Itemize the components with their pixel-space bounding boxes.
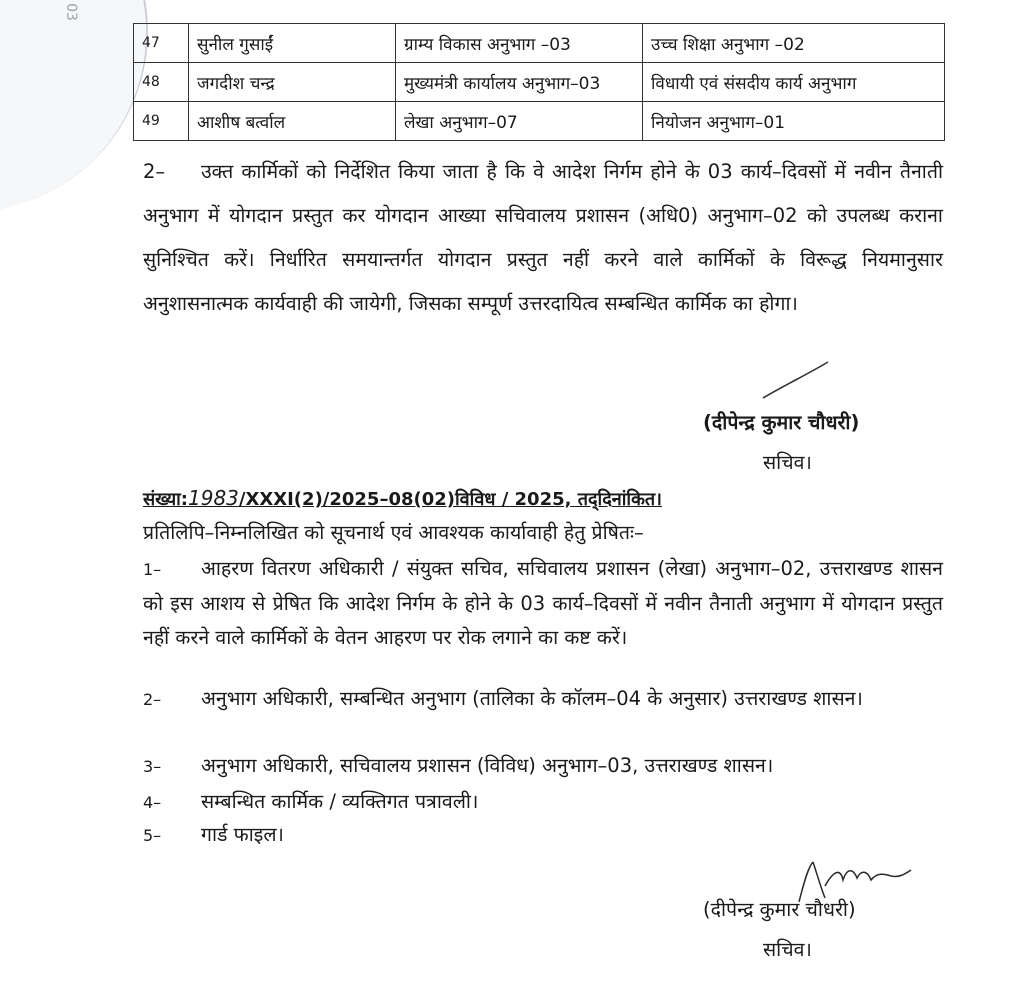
paragraph-number: 2– (143, 160, 166, 183)
serial-number: 49 (134, 102, 189, 141)
serial-number: 47 (134, 24, 189, 63)
current-section: लेखा अनुभाग–07 (396, 102, 643, 141)
instruction-paragraph (143, 150, 943, 326)
list-item (143, 552, 943, 655)
employee-name: सुनील गुसाईं (189, 24, 396, 63)
signature-stroke (760, 360, 830, 400)
list-text: आहरण वितरण अधिकारी / संयुक्त सचिव, सचिवालय प्रशासन (लेखा) अनुभाग–02, उत्तराखण्ड शासन को इस आशय से प्रेषित कि आदेश निर्गम के होने के 03 कार्य–दिवसों में नवीन तैनाती अनुभाग में योगदान प्रस्तुत नहीं करने वाले कार्मिकों के वेतन आहरण पर रोक लगाने का कष्ट करें। (143, 557, 943, 649)
current-section: मुख्यमंत्री कार्यालय अनुभाग–03 (396, 63, 643, 102)
current-section: ग्राम्य विकास अनुभाग –03 (396, 24, 643, 63)
list-number: 5– (143, 826, 162, 845)
signatory-name: (दीपेन्द्र कुमार चौधरी) (703, 411, 860, 434)
table-row (134, 63, 945, 102)
staff-transfer-table (133, 23, 945, 141)
reference-number (143, 486, 662, 511)
corner-mark: 03 (62, 3, 79, 21)
new-section: नियोजन अनुभाग–01 (643, 102, 945, 141)
copy-to-heading: प्रतिलिपि–निम्नलिखित को सूचनार्थ एवं आवश्यक कार्यावाही हेतु प्रेषितः– (143, 521, 644, 544)
table-row (134, 24, 945, 63)
reference-prefix: संख्या: (143, 489, 188, 510)
list-text: सम्बन्धित कार्मिक / व्यक्तिगत पत्रावली। (201, 790, 479, 813)
table-row (134, 102, 945, 141)
reference-suffix: /XXXI(2)/2025–08(02)विविध / 2025, तद्‌दिनांकित। (238, 489, 662, 510)
employee-name: आशीष बर्त्वाल (189, 102, 396, 141)
list-text: अनुभाग अधिकारी, सचिवालय प्रशासन (विविध) अनुभाग–03, उत्तराखण्ड शासन। (201, 754, 774, 777)
list-number: 4– (143, 793, 162, 812)
list-item (143, 785, 943, 820)
signatory-designation: सचिव। (763, 451, 812, 474)
list-text: अनुभाग अधिकारी, सम्बन्धित अनुभाग (तालिका के कॉलम–04 के अनुसार) उत्तराखण्ड शासन। (201, 687, 863, 710)
employee-name: जगदीश चन्द्र (189, 63, 396, 102)
handwritten-number: 1983 (188, 486, 239, 510)
signatory-name: (दीपेन्द्र कुमार चौधरी) (703, 898, 856, 921)
new-section: विधायी एवं संसदीय कार्य अनुभाग (643, 63, 945, 102)
list-item (143, 749, 943, 784)
new-section: उच्च शिक्षा अनुभाग –02 (643, 24, 945, 63)
signatory-designation: सचिव। (763, 938, 812, 961)
serial-number: 48 (134, 63, 189, 102)
list-item (143, 682, 943, 717)
list-text: गार्ड फाइल। (201, 823, 284, 846)
list-item (143, 818, 943, 853)
list-number: 3– (143, 757, 162, 776)
list-number: 1– (143, 560, 162, 579)
paragraph-text: उक्त कार्मिकों को निर्देशित किया जाता है कि वे आदेश निर्गम होने के 03 कार्य–दिवसों में नवीन तैनाती अनुभाग में योगदान प्रस्तुत कर योगदान आख्या सचिवालय प्रशासन (अधि0) अनुभाग–02 को उपलब्ध कराना सुनिश्चित करें। निर्धारित समयान्तर्गत योगदान प्रस्तुत नहीं करने वाले कार्मिकों के विरूद्ध नियमानुसार अनुशासनात्मक कार्यवाही की जायेगी, जिसका सम्पूर्ण उत्तरदायित्व सम्बन्धित कार्मिक का होगा। (143, 160, 943, 315)
list-number: 2– (143, 690, 162, 709)
